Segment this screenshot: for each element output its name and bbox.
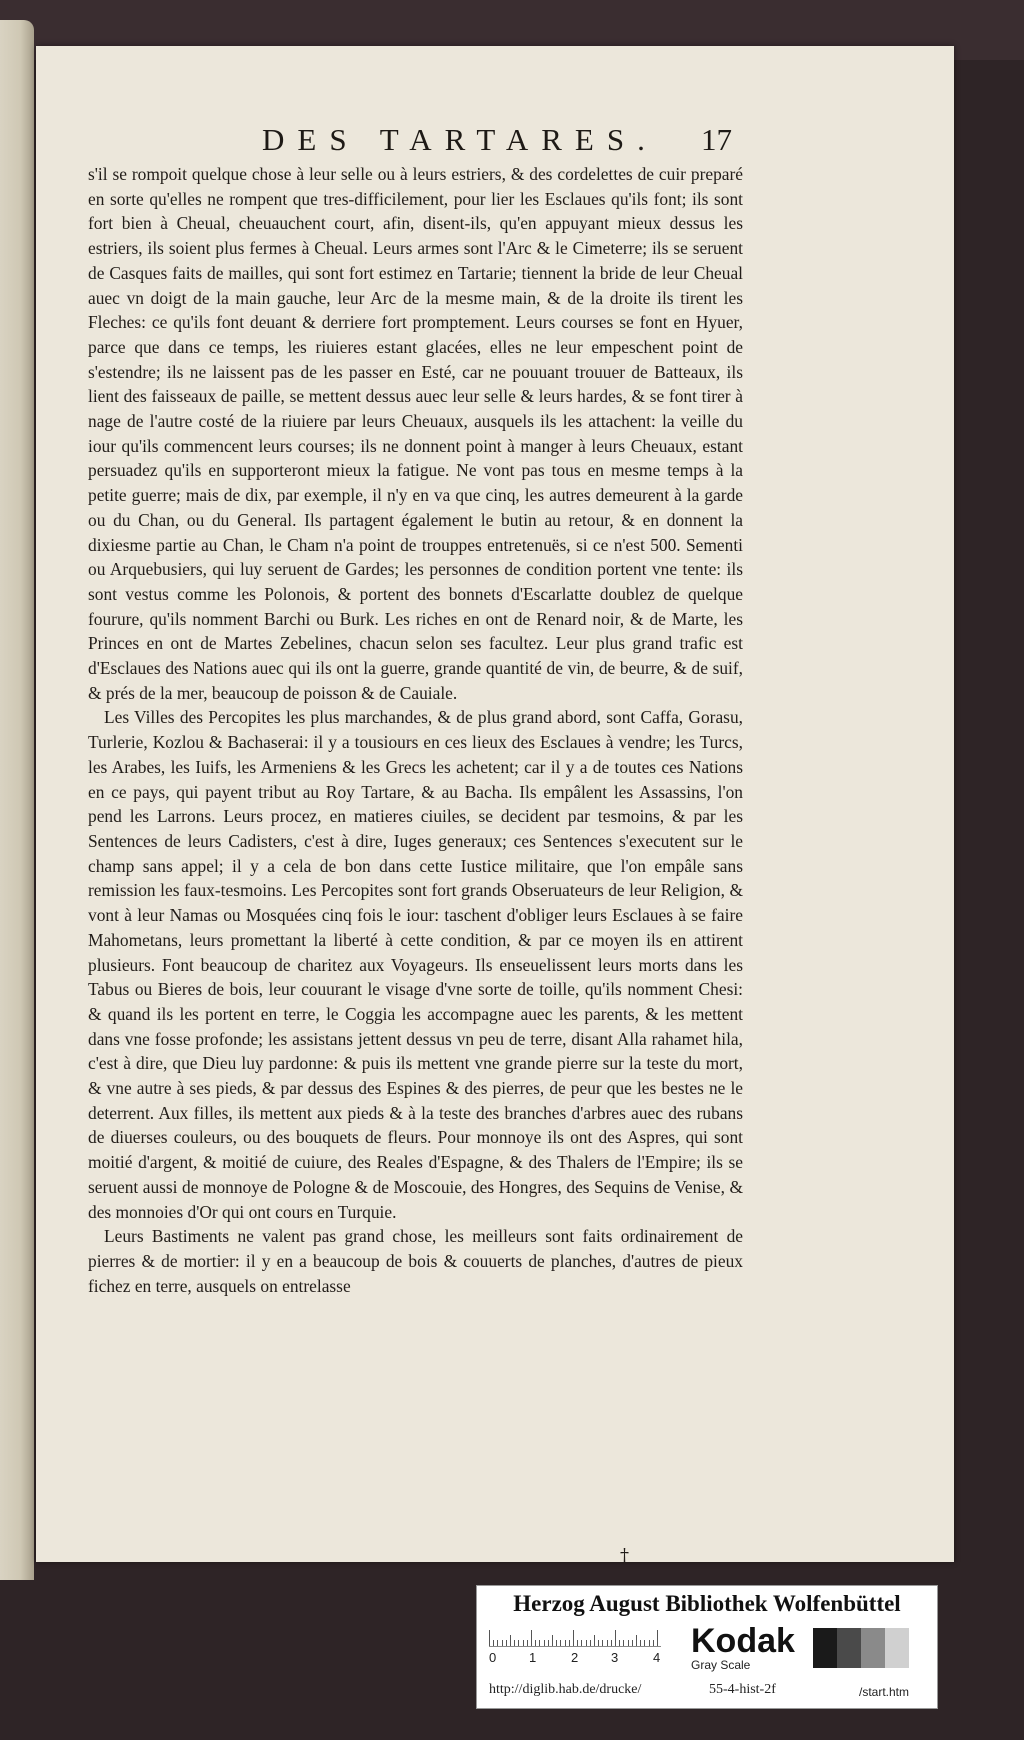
gray-scale-label: Gray Scale bbox=[691, 1658, 751, 1672]
signature-mark: † bbox=[620, 1545, 629, 1566]
scale-tick bbox=[607, 1640, 608, 1646]
scale-tick bbox=[632, 1640, 633, 1646]
gray-swatch bbox=[861, 1628, 885, 1668]
running-title: DES TARTARES. bbox=[262, 122, 658, 157]
gray-swatch bbox=[837, 1628, 861, 1668]
scale-tick bbox=[598, 1640, 599, 1646]
page-header bbox=[36, 122, 954, 162]
scale-tick bbox=[628, 1640, 629, 1646]
scale-number: 2 bbox=[571, 1650, 579, 1665]
scale-number: 4 bbox=[653, 1650, 661, 1665]
paragraph: Les Villes des Percopites les plus marchandes, & de plus grand abord, sont Caffa, Gorasu, Turlerie, Kozlou & Bachaserai: il y a tousiours en ces lieux des Esclaues à vendre; les Turcs, les Arabes, les Iuifs, les Armeniens & les Grecs les achetent; car il y a de toutes ces Nations en ce pays, qui payent tribut au Roy Tartare, & au Bacha. Ils empâlent les Assassins, l'on pend les Larrons. Leurs procez, en matieres ciuiles, se decident par tesmoins, & par les Sentences de leurs Cadisters, c'est à dire, Iuges generaux; ces Sentences s'executent sur le champ sans appel; il y a cela de bon dans cette Iustice militaire, que l'on empâle sans remission les faux-tesmoins. Les Percopites sont fort grands Obseruateurs de leur Religion, & vont à leur Namas ou Mosquées cinq fois le iour: taschent d'obliger leurs Esclaues à se faire Mahometans, leurs promettant la liberté à cette condition, & par ce moyen ils en attirent plusieurs. Font beaucoup de charitez aux Voyageurs. Ils enseuelissent leurs morts dans les Tabus ou Bieres de bois, leur couurant le visage d'vne sorte de toille, qu'ils nomment Chesi: & quand ils les portent en terre, le Coggia les accompagne auec les parents, & les mettent dans vne fosse profonde; les assistans jettent dessus vn peu de terre, disant Alla rahamet hila, c'est à dire, que Dieu luy pardonne: & puis ils mettent vne grande pierre sur la teste du mort, & vne autre à ses pieds, & par dessus des Espines & des pierres, de peur que les bestes ne le deterrent. Aux filles, ils mettent aux pieds & à la teste des branches d'arbres auec des rubans de diuerses couleurs, ou des bouquets de fleurs. Pour monnoye ils ont des Aspres, qui sont moitié d'argent, & moitié de cuiure, des Reales d'Espagne, & des Thalers de l'Empire; ils se seruent aussi de monnoye de Pologne & de Moscouie, des Hongres, des Sequins de Venise, & des monnoies d'Or qui ont cours en Turquie. bbox=[88, 707, 743, 1222]
gray-swatch bbox=[813, 1628, 837, 1668]
scale-tick bbox=[552, 1635, 553, 1646]
scale-tick bbox=[594, 1635, 595, 1646]
adjacent-page-edge bbox=[0, 20, 34, 1580]
paragraph: s'il se rompoit quelque chose à leur selle ou à leurs estriers, & des cordelettes de cuir preparé en sorte qu'elles ne rompent que tres-difficilement, pour lier les Esclaues qu'ils font; ils sont fort bien à Cheual, cheuauchent court, afin, disent-ils, qu'en appuyant mieux dessus les estriers, ils soient plus fermes à Cheual. Leurs armes sont l'Arc & le Cimeterre; ils se seruent de Casques faits de mailles, qui sont fort estimez en Tartarie; tiennent la bride de leur Cheual auec vn doigt de la main gauche, leur Arc de la mesme main, & de la droite ils tirent les Fleches: ce qu'ils font deuant & derriere fort promptement. Leurs courses se font en Hyuer, parce que dans ce temps, les riuieres estant glacées, elles ne leur empeschent point de s'estendre; ils ne laissent pas de les passer en Esté, car ne pouuant trouuer de Batteaux, ils lient des faisseaux de paille, se mettent dessus auec leur selle & leurs hardes, & se font tirer à nage de l'autre costé de la riuiere par leurs Cheuaux, ausquels ils les attachent: la veille du iour qu'ils commencent leurs courses; ils ne donnent point à manger à leurs Cheuaux, estant persuadez qu'ils en supporteront mieux la fatigue. Ne vont pas tous en mesme temps à la petite guerre; mais de dix, par exemple, il n'y en va que cinq, les autres demeurent à la garde ou du Chan, ou du General. Ils partagent également le butin au retour, & en donnent la dixiesme partie au Chan, le Cham n'a point de trouppes entretenuës, si ce n'est 500. Sementi ou Arquebusiers, qui luy seruent de Gardes; les personnes de condition portent vne tente: ils sont vestus comme les Polonois, & portent des bonnets d'Escarlatte doublez de quelque fourure, qu'ils nomment Barchi ou Burk. Les riches en ont de Renard noir, & de Marte, les Princes en ont de Martes Zebelines, chacun selon ses facultez. Leur plus grand trafic est d'Esclaues des Nations auec qui ils ont la guerre, grande quantité de vin, de beurre, & de suif, & prés de la mer, beaucoup de poisson & de Cauiale. bbox=[88, 164, 743, 703]
scale-tick bbox=[649, 1640, 650, 1646]
scale-tick bbox=[493, 1640, 494, 1646]
scale-tick bbox=[514, 1640, 515, 1646]
scale-tick bbox=[611, 1640, 612, 1646]
scale-tick bbox=[602, 1640, 603, 1646]
scale-number: 3 bbox=[611, 1650, 619, 1665]
measurement-scale bbox=[489, 1628, 669, 1674]
kodak-logo: Kodak bbox=[691, 1622, 795, 1660]
scale-number: 1 bbox=[529, 1650, 537, 1665]
scale-tick bbox=[497, 1640, 498, 1646]
scale-tick bbox=[544, 1640, 545, 1646]
scale-tick bbox=[518, 1640, 519, 1646]
page-number: 17 bbox=[701, 122, 732, 157]
scale-tick bbox=[623, 1640, 624, 1646]
paragraph: Leurs Bastiments ne valent pas grand chose, les meilleurs sont faits ordinairement de pierres & de mortier: il y en a beaucoup de bois & couuerts de planches, d'autres de pieux fichez en terre, ausquels on entrelasse bbox=[88, 1226, 743, 1296]
scale-tick bbox=[502, 1640, 503, 1646]
start-page-link: /start.htm bbox=[859, 1685, 910, 1699]
scale-tick bbox=[653, 1640, 654, 1646]
scale-tick bbox=[569, 1640, 570, 1646]
scale-tick bbox=[531, 1630, 532, 1646]
scale-tick bbox=[619, 1640, 620, 1646]
library-label bbox=[476, 1585, 938, 1709]
scale-tick bbox=[640, 1640, 641, 1646]
scale-tick bbox=[577, 1640, 578, 1646]
shelfmark: 55-4-hist-2f bbox=[709, 1682, 776, 1697]
scale-tick bbox=[615, 1630, 616, 1646]
scale-tick bbox=[535, 1640, 536, 1646]
body-text bbox=[88, 162, 743, 1298]
scale-tick bbox=[548, 1640, 549, 1646]
scale-tick bbox=[657, 1630, 658, 1646]
scale-tick bbox=[586, 1640, 587, 1646]
scale-tick bbox=[527, 1640, 528, 1646]
scale-tick bbox=[590, 1640, 591, 1646]
gray-swatch bbox=[885, 1628, 909, 1668]
scale-tick bbox=[565, 1640, 566, 1646]
scale-tick bbox=[644, 1640, 645, 1646]
scale-tick bbox=[581, 1640, 582, 1646]
scale-tick bbox=[523, 1640, 524, 1646]
scale-ruler bbox=[489, 1628, 661, 1647]
scale-number: 0 bbox=[489, 1650, 497, 1665]
scale-tick bbox=[489, 1630, 490, 1646]
scale-tick bbox=[539, 1640, 540, 1646]
scale-tick bbox=[560, 1640, 561, 1646]
scale-tick bbox=[510, 1635, 511, 1646]
scale-tick bbox=[573, 1630, 574, 1646]
scale-tick bbox=[506, 1640, 507, 1646]
library-url: http://diglib.hab.de/drucke/ bbox=[489, 1682, 642, 1697]
scale-tick bbox=[556, 1640, 557, 1646]
library-name: Herzog August Bibliothek Wolfenbüttel bbox=[513, 1591, 901, 1616]
scale-tick bbox=[636, 1635, 637, 1646]
book-page bbox=[36, 46, 954, 1562]
